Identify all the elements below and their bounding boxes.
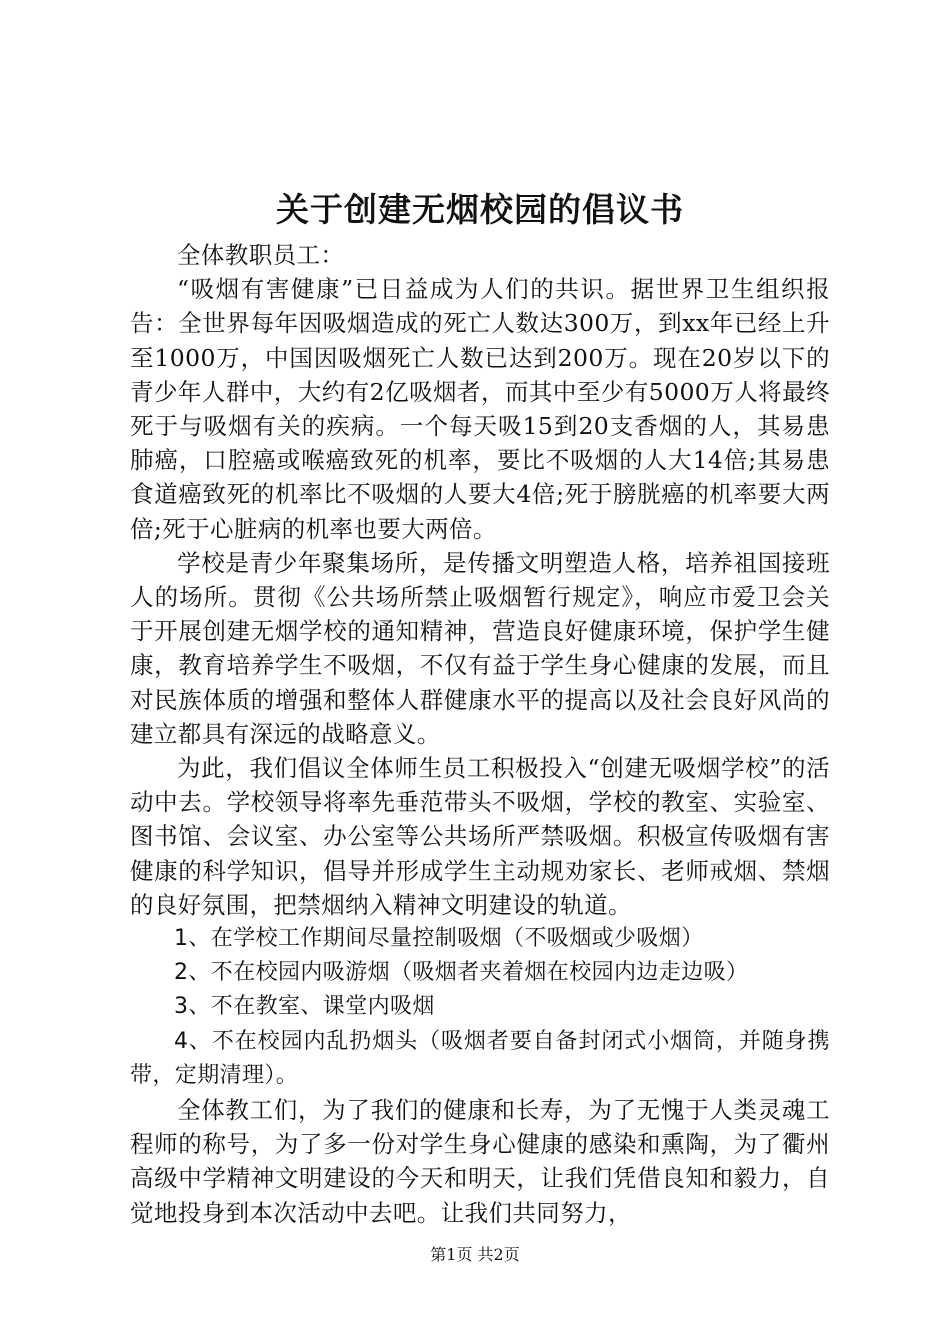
list-item: 1、在学校工作期间尽量控制吸烟（不吸烟或少吸烟）	[174, 926, 704, 952]
paragraph-smoking-harm: “吸烟有害健康”已日益成为人们的共识。据世界卫生组织报告：全世界每年因吸烟造成的死亡人数达300万，到xx年已经上升至1000万，中国因吸烟死亡人数已达到200万。现在20岁以下的青少年人群中，大约有2亿吸烟者，而其中至少有5000万人将最终死于与吸烟有关的疾病。一个每天吸15到20支香烟的人，其易患肺癌，口腔癌或喉癌致死的机率，要比不吸烟的人大14倍;其易患食道癌致死的机率比不吸烟的人要大4倍;死于膀胱癌的机率要大两倍;死于心脏病的机率也要大两倍。	[130, 275, 830, 543]
document-title: 关于创建无烟校园的倡议书	[276, 190, 684, 229]
page-number-footer: 第1页 共2页	[430, 1245, 520, 1264]
paragraph-school-role: 学校是青少年聚集场所，是传播文明塑造人格，培养祖国接班人的场所。贯彻《公共场所禁止吸烟暂行规定》，响应市爱卫会关于开展创建无烟学校的通知精神，营造良好健康环境，保护学生健康，教育培养学生不吸烟，不仅有益于学生身心健康的发展，而且对民族体质的增强和整体人群健康水平的提高以及社会良好风尚的建立都具有深远的战略意义。	[130, 548, 830, 748]
list-item: 2、不在校园内吸游烟（吸烟者夹着烟在校园内边走边吸）	[174, 960, 749, 986]
paragraph-closing: 全体教工们，为了我们的健康和长寿，为了无愧于人类灵魂工程师的称号，为了多一份对学生身心健康的感染和熏陶，为了衢州高级中学精神文明建设的今天和明天，让我们凭借良知和毅力，自觉地投身到本次活动中去吧。让我们共同努力，	[130, 1096, 830, 1227]
list-item: 4、不在校园内乱扔烟头（吸烟者要自备封闭式小烟筒，并随身携带，定期清理）。	[130, 1028, 830, 1088]
document-body	[130, 238, 830, 1230]
salutation: 全体教职员工：	[177, 241, 345, 269]
document-page	[130, 184, 830, 1230]
list-item: 3、不在教室、课堂内吸烟	[174, 994, 435, 1020]
paragraph-proposal: 为此，我们倡议全体师生员工积极投入“创建无吸烟学校”的活动中去。学校领导将率先垂范带头不吸烟，学校的教室、实验室、图书馆、会议室、办公室等公共场所严禁吸烟。积极宣传吸烟有害健康的科学知识，倡导并形成学生主动规劝家长、老师戒烟、禁烟的良好氛围，把禁烟纳入精神文明建设的轨道。	[130, 754, 830, 919]
